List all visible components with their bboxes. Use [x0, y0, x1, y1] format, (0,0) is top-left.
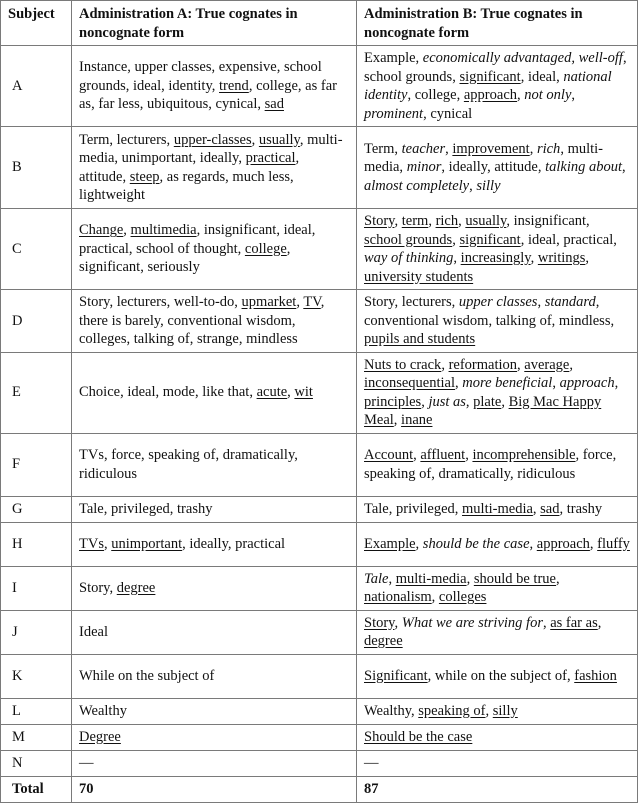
table-row	[1, 610, 638, 654]
term-text: ,	[296, 294, 304, 310]
underlined-term: usually	[258, 131, 300, 148]
admin-b-cell	[357, 290, 638, 353]
italic-term: silly	[476, 177, 501, 194]
term-text: ,	[517, 356, 525, 373]
subject-cell: D	[1, 290, 72, 353]
underlined-term: fluffy	[597, 535, 630, 552]
term-text: Wealthy,	[364, 702, 419, 719]
italic-term: just as	[428, 393, 466, 410]
admin-a-cell	[72, 433, 357, 496]
term-text: ,	[458, 213, 466, 229]
term-text: Term,	[364, 140, 402, 157]
admin-b-cell	[357, 46, 638, 127]
underlined-term: Account	[364, 447, 414, 463]
term-text: ,	[393, 412, 402, 428]
underlined-term: sad	[540, 500, 560, 517]
admin-a-cell	[72, 724, 357, 750]
underlined-term: affluent	[420, 447, 466, 463]
term-text: ,	[501, 393, 509, 410]
term-text: , force, speaking of, dramatically, ridiculous	[364, 447, 617, 482]
underlined-term: as far as	[550, 614, 598, 631]
admin-a-cell	[72, 209, 357, 290]
term-text: , ideal, practical,	[520, 231, 617, 248]
underlined-term: Nuts to crack	[364, 356, 442, 373]
term-text: , while on the subject of,	[427, 667, 575, 684]
underlined-term: reformation	[448, 356, 518, 373]
subject-cell: C	[1, 209, 72, 290]
term-text: ,	[529, 535, 537, 552]
underlined-term: college	[244, 240, 287, 257]
subject-cell: K	[1, 654, 72, 698]
admin-b-cell	[357, 522, 638, 566]
admin-a-cell	[72, 654, 357, 698]
underlined-term: writings	[537, 250, 586, 266]
term-text: Term, lecturers,	[79, 131, 174, 148]
total-admin-b: 87	[357, 776, 638, 802]
admin-b-cell	[357, 654, 638, 698]
underlined-term: improvement	[452, 140, 530, 157]
italic-term: What we are striving for	[401, 614, 543, 631]
underlined-term: usually	[465, 213, 507, 229]
underlined-term: speaking of	[418, 702, 486, 719]
term-text: ,	[465, 447, 473, 463]
underlined-term: Change	[79, 222, 124, 239]
underlined-term: inconsequential	[364, 375, 456, 391]
subject-cell: E	[1, 352, 72, 433]
admin-b-cell	[357, 352, 638, 433]
term-text: , multi-media,	[364, 140, 604, 176]
subject-cell: F	[1, 433, 72, 496]
table-row	[1, 750, 638, 776]
admin-a-cell	[72, 46, 357, 127]
term-text: ,	[452, 231, 460, 248]
term-text: ,	[453, 250, 461, 266]
italic-term: way of thinking	[364, 250, 454, 266]
term-text: —	[364, 754, 379, 771]
underlined-term: multimedia	[130, 222, 197, 239]
term-text: ,	[614, 375, 619, 391]
underlined-term: plate	[473, 393, 502, 410]
underlined-term: term	[401, 213, 429, 229]
admin-b-cell	[357, 566, 638, 610]
term-text: , cynical	[423, 105, 473, 122]
underlined-term: multi-media	[395, 570, 467, 587]
term-text: Tale, privileged,	[364, 500, 463, 517]
underlined-term: silly	[492, 702, 518, 719]
total-label: Total	[1, 776, 72, 802]
admin-b-cell	[357, 610, 638, 654]
underlined-term: Should be the case	[364, 728, 473, 745]
underlined-term: incomprehensible	[472, 447, 576, 463]
term-text: ,	[394, 614, 402, 631]
term-text: Instance, upper classes, expensive, school grounds, ideal, identity,	[79, 59, 322, 94]
table-row	[1, 566, 638, 610]
italic-term: teacher	[401, 140, 446, 157]
term-text: ,	[251, 131, 259, 148]
header-admin-b: Administration B: True cognates in noncognate form	[357, 1, 638, 46]
admin-b-cell	[357, 209, 638, 290]
term-text: Story, lecturers, well-to-do,	[79, 294, 242, 310]
term-text: ,	[441, 356, 449, 373]
term-text: Ideal	[79, 623, 108, 640]
term-text: , college,	[407, 87, 464, 103]
term-text: ,	[388, 570, 396, 587]
admin-a-cell	[72, 352, 357, 433]
term-text: ,	[103, 535, 112, 552]
underlined-term: pupils and students	[364, 331, 476, 347]
italic-term: rich	[536, 140, 561, 157]
underlined-term: nationalism	[364, 589, 432, 605]
underlined-term: average	[524, 356, 570, 373]
italic-term: Tale	[364, 570, 389, 587]
term-text: , multi-media, unimportant, ideally,	[79, 131, 343, 166]
term-text: , ideally, practical	[182, 535, 286, 552]
term-text: ,	[529, 140, 537, 157]
term-text: ,	[466, 570, 474, 587]
total-row	[1, 776, 638, 802]
term-text: ,	[123, 222, 131, 239]
term-text: ,	[517, 87, 525, 103]
admin-b-cell	[357, 724, 638, 750]
underlined-term: sad	[264, 96, 284, 113]
admin-a-cell	[72, 127, 357, 209]
underlined-term: should be true	[473, 570, 556, 587]
admin-b-cell	[357, 750, 638, 776]
underlined-term: unimportant	[111, 535, 183, 552]
underlined-term: colleges	[438, 589, 487, 605]
term-text: , insignificant, ideal, practical, school of thought,	[79, 222, 316, 257]
term-text: ,	[589, 535, 598, 552]
term-text: , school grounds,	[364, 50, 627, 85]
term-text: While on the subject of	[79, 667, 215, 684]
term-text: ,	[597, 614, 602, 631]
underlined-term: Significant	[364, 667, 428, 684]
term-text: ,	[571, 87, 576, 103]
term-text: ,	[552, 375, 560, 391]
admin-a-cell	[72, 290, 357, 353]
subject-cell: L	[1, 698, 72, 724]
admin-a-cell	[72, 496, 357, 522]
italic-term: national identity	[364, 68, 612, 103]
underlined-term: upper-classes	[173, 131, 252, 148]
term-text: ,	[485, 702, 493, 719]
underlined-term: TV	[303, 294, 321, 310]
table-row	[1, 209, 638, 290]
term-text: ,	[585, 250, 590, 266]
term-text: TVs, force, speaking of, dramatically, ridiculous	[79, 447, 298, 482]
admin-b-cell	[357, 698, 638, 724]
table-row	[1, 654, 638, 698]
term-text: Story, lecturers,	[364, 294, 459, 310]
admin-a-cell	[72, 522, 357, 566]
admin-a-cell	[72, 610, 357, 654]
italic-term: talking about	[545, 159, 623, 176]
italic-term: approach	[559, 375, 615, 391]
term-text: , trashy	[559, 500, 603, 517]
term-text: , as regards, much less, lightweight	[79, 168, 294, 203]
term-text: ,	[394, 213, 402, 229]
underlined-term: Story	[364, 614, 395, 631]
underlined-term: trend	[219, 77, 249, 94]
term-text: ,	[555, 570, 560, 587]
term-text: ,	[537, 294, 545, 310]
header-subject: Subject	[1, 1, 72, 46]
term-text: ,	[532, 500, 541, 517]
underlined-term: university students	[364, 268, 474, 285]
underlined-term: degree	[364, 633, 403, 649]
underlined-term: fashion	[574, 667, 617, 684]
table-body	[1, 46, 638, 777]
admin-a-cell	[72, 698, 357, 724]
term-text: Choice, ideal, mode, like that,	[79, 384, 257, 401]
subject-cell: M	[1, 724, 72, 750]
term-text: ,	[465, 393, 474, 410]
term-text: , ideal,	[520, 68, 564, 85]
underlined-term: inane	[401, 412, 433, 428]
term-text: Wealthy	[79, 702, 127, 719]
term-text: , significant, seriously	[79, 240, 291, 276]
term-text: ,	[445, 140, 453, 157]
table-row	[1, 433, 638, 496]
term-text: Story,	[79, 579, 117, 596]
underlined-term: Example	[364, 535, 416, 552]
italic-term: prominent	[364, 105, 424, 122]
admin-a-cell	[72, 750, 357, 776]
table-row	[1, 46, 638, 127]
term-text: ,	[542, 614, 551, 631]
table-row	[1, 127, 638, 209]
term-text: ,	[469, 177, 477, 194]
subject-cell: N	[1, 750, 72, 776]
italic-term: not only	[524, 87, 572, 103]
subject-cell: H	[1, 522, 72, 566]
term-text: ,	[415, 535, 423, 552]
underlined-term: principles	[364, 393, 422, 410]
underlined-term: upmarket	[241, 294, 297, 310]
term-text: ,	[428, 213, 436, 229]
table-row	[1, 352, 638, 433]
table-row	[1, 724, 638, 750]
term-text: —	[79, 754, 94, 771]
italic-term: economically advantaged, well-off	[422, 50, 623, 66]
total-admin-a: 70	[72, 776, 357, 802]
underlined-term: significant	[459, 231, 521, 248]
underlined-term: approach	[536, 535, 590, 552]
term-text: , attitude,	[79, 150, 300, 185]
term-text: , insignificant,	[506, 213, 590, 229]
underlined-term: Degree	[79, 728, 121, 745]
subject-cell: B	[1, 127, 72, 209]
subject-cell: A	[1, 46, 72, 127]
term-text: ,	[421, 393, 429, 410]
term-text: ,	[455, 375, 463, 391]
underlined-term: significant	[459, 68, 521, 85]
underlined-term: increasingly	[460, 250, 531, 266]
term-text: ,	[431, 589, 439, 605]
italic-term: upper classes	[458, 294, 538, 310]
italic-term: more beneficial	[462, 375, 553, 391]
underlined-term: TVs	[79, 535, 104, 552]
underlined-term: steep	[129, 168, 160, 185]
subject-cell: J	[1, 610, 72, 654]
term-text: Example,	[364, 50, 423, 66]
underlined-term: practical	[245, 150, 296, 166]
admin-a-cell	[72, 566, 357, 610]
subject-cell: I	[1, 566, 72, 610]
table-row	[1, 290, 638, 353]
admin-b-cell	[357, 433, 638, 496]
header-admin-a: Administration A: True cognates in noncognate form	[72, 1, 357, 46]
term-text: ,	[622, 159, 626, 176]
underlined-term: wit	[294, 384, 313, 401]
admin-b-cell	[357, 127, 638, 209]
term-text: , ideally, attitude,	[441, 159, 546, 176]
underlined-term: multi-media	[462, 500, 533, 517]
term-text: ,	[569, 356, 573, 373]
term-text: , conventional wisdom, talking of, mindless,	[364, 294, 615, 329]
term-text: , college, as far as, far less, ubiquitous, cynical,	[79, 77, 337, 113]
underlined-term: degree	[116, 579, 156, 596]
italic-term: almost completely	[364, 177, 470, 194]
table-row	[1, 698, 638, 724]
term-text: ,	[287, 384, 295, 401]
italic-term: should be the case	[422, 535, 530, 552]
term-text: ,	[530, 250, 538, 266]
underlined-term: approach	[463, 87, 518, 103]
term-text: Tale, privileged, trashy	[79, 500, 213, 517]
underlined-term: school grounds	[364, 231, 453, 248]
term-text: ,	[413, 447, 421, 463]
term-text: , there is barely, conventional wisdom, colleges, talking of, strange, mindless	[79, 294, 325, 347]
table-row	[1, 496, 638, 522]
underlined-term: rich	[435, 213, 459, 229]
italic-term: standard	[544, 294, 596, 310]
italic-term: minor	[406, 159, 442, 176]
admin-b-cell	[357, 496, 638, 522]
table-row	[1, 522, 638, 566]
header-row	[1, 1, 638, 46]
subject-cell: G	[1, 496, 72, 522]
underlined-term: acute	[256, 384, 288, 401]
underlined-term: Story	[364, 213, 395, 229]
underlined-term: Big Mac Happy Meal	[364, 393, 602, 428]
